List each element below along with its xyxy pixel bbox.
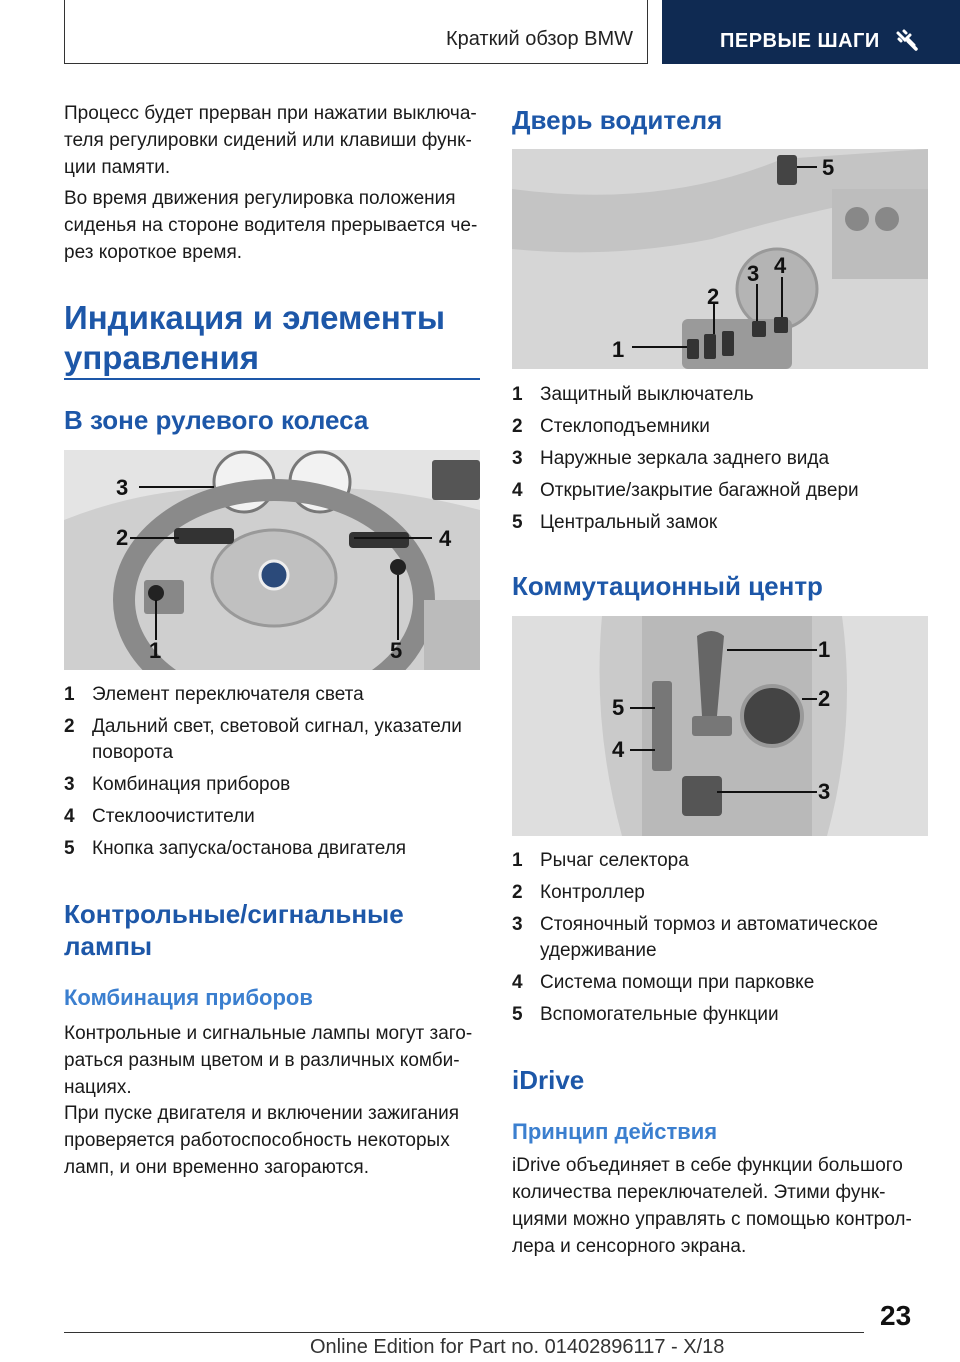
legend-item [512, 1002, 928, 1028]
heading-rule [64, 378, 480, 380]
legend-number: 3 [512, 448, 523, 469]
callout-4: 4 [774, 253, 787, 278]
key-icon [894, 27, 920, 53]
callout-3: 3 [747, 261, 760, 286]
steering-heading: В зоне рулевого колеса [64, 405, 369, 435]
center-console-image [512, 616, 928, 836]
legend-item [512, 970, 928, 996]
legend-text: Центральный замок [540, 512, 718, 533]
legend-text: Кнопка запуска/останова двигателя [92, 838, 407, 859]
intro-paragraph [64, 100, 484, 181]
legend-text: Стеклоочистители [92, 806, 255, 827]
console-legend [512, 848, 928, 1034]
callout-2: 2 [116, 525, 129, 550]
legend-item [512, 848, 928, 874]
idrive-paragraph [512, 1152, 932, 1260]
header-section-box [64, 0, 648, 64]
legend-text: Стояночный тормоз и автоматическое удерживание [540, 914, 879, 961]
legend-number: 5 [512, 512, 523, 533]
footer-rule [64, 1332, 864, 1333]
text-line: ции памяти. [64, 157, 171, 178]
legend-item [512, 880, 928, 906]
text-line: проверяется работоспособность некоторых [64, 1130, 450, 1151]
heading-line: Индикация и элементы [64, 299, 446, 336]
text-line: ламп, и они временно загораются. [64, 1157, 369, 1178]
legend-item [512, 446, 928, 472]
door-heading: Дверь водителя [512, 105, 723, 135]
text-line: Контрольные и сигнальные лампы могут заго- [64, 1023, 473, 1044]
callout-2: 2 [818, 686, 831, 711]
text-line: циями можно управлять с помощью контрол- [512, 1209, 912, 1230]
idrive-heading: iDrive [512, 1065, 585, 1095]
legend-text: Открытие/закрытие багажной двери [540, 480, 859, 501]
legend-item [512, 414, 928, 440]
legend-text: Контроллер [540, 882, 645, 903]
legend-item [64, 682, 480, 708]
text-line: Процесс будет прерван при нажатии выключа- [64, 103, 477, 124]
legend-item [512, 510, 928, 536]
heading-line: Контрольные/сигнальные [64, 899, 404, 929]
legend-item [64, 836, 480, 862]
legend-text: Наружные зеркала заднего вида [540, 448, 830, 469]
legend-text: Вспомогательные функции [540, 1004, 779, 1025]
legend-number: 4 [512, 972, 523, 993]
legend-number: 4 [512, 480, 523, 501]
header-chapter-box [662, 0, 960, 64]
callout-2: 2 [707, 284, 720, 309]
callout-1: 1 [149, 638, 162, 663]
text-line: При пуске двигателя и включении зажигания [64, 1103, 460, 1124]
legend-text: Рычаг селектора [540, 850, 689, 871]
text-line: раться разным цветом и в различных комби- [64, 1050, 460, 1071]
text-line: количества переключателей. Этими функ- [512, 1182, 886, 1203]
lamps-paragraph-2 [64, 1100, 484, 1181]
callout-1: 1 [818, 637, 831, 662]
legend-item [64, 804, 480, 830]
steering-wheel-image [64, 450, 480, 670]
console-heading: Коммутационный центр [512, 571, 823, 601]
legend-number: 2 [64, 716, 75, 737]
legend-number: 5 [64, 838, 75, 859]
steering-legend [64, 682, 480, 868]
callout-4: 4 [439, 526, 452, 551]
driver-door-image [512, 149, 928, 369]
text-line: теля регулировки сидений или клавиши функ- [64, 130, 472, 151]
callout-5: 5 [390, 638, 403, 663]
callout-3: 3 [116, 475, 129, 500]
legend-text: Защитный выключатель [540, 384, 754, 405]
heading-line: управления [64, 339, 260, 376]
lamps-heading [64, 898, 480, 962]
legend-number: 2 [512, 416, 523, 437]
callout-1: 1 [612, 337, 625, 362]
legend-text: Дальний свет, световой сигнал, указатели поворота [92, 716, 462, 763]
legend-number: 3 [64, 774, 75, 795]
legend-number: 4 [64, 806, 75, 827]
header-section-title: Краткий обзор BMW [445, 28, 633, 50]
text-line: iDrive объединяет в себе функции большого [512, 1155, 903, 1176]
legend-item [512, 912, 928, 964]
callout-5: 5 [822, 155, 835, 180]
text-line: лера и сенсорного экрана. [512, 1236, 747, 1257]
legend-item [64, 714, 480, 766]
legend-number: 5 [512, 1004, 523, 1025]
text-line: рез короткое время. [64, 242, 243, 263]
principle-heading: Принцип действия [512, 1119, 718, 1144]
lamps-paragraph [64, 1020, 484, 1101]
legend-item [512, 478, 928, 504]
footer-edition: Online Edition for Part no. 01402896117 - X/18 [310, 1336, 725, 1358]
page-number: 23 [880, 1300, 912, 1331]
legend-number: 1 [512, 850, 523, 871]
legend-text: Комбинация приборов [92, 774, 291, 795]
legend-number: 1 [512, 384, 523, 405]
text-line: сиденья на стороне водителя прерывается че- [64, 215, 478, 236]
legend-number: 2 [512, 882, 523, 903]
legend-number: 1 [64, 684, 75, 705]
legend-number: 3 [512, 914, 523, 935]
callout-5: 5 [612, 695, 625, 720]
intro-paragraph-2 [64, 185, 484, 266]
legend-text: Система помощи при парковке [540, 972, 815, 993]
legend-item [512, 382, 928, 408]
text-line: Во время движения регулировка положения [64, 188, 456, 209]
callout-3: 3 [818, 779, 831, 804]
callout-4: 4 [612, 737, 625, 762]
text-line: нациях. [64, 1077, 132, 1098]
cluster-heading: Комбинация приборов [64, 985, 313, 1010]
header-chapter-title: ПЕРВЫЕ ШАГИ [720, 30, 880, 52]
legend-text: Элемент переключателя света [92, 684, 364, 705]
legend-item [64, 772, 480, 798]
heading-line: лампы [64, 931, 153, 961]
door-legend [512, 382, 928, 542]
section-heading [64, 298, 484, 378]
legend-text: Стеклоподъемники [540, 416, 710, 437]
